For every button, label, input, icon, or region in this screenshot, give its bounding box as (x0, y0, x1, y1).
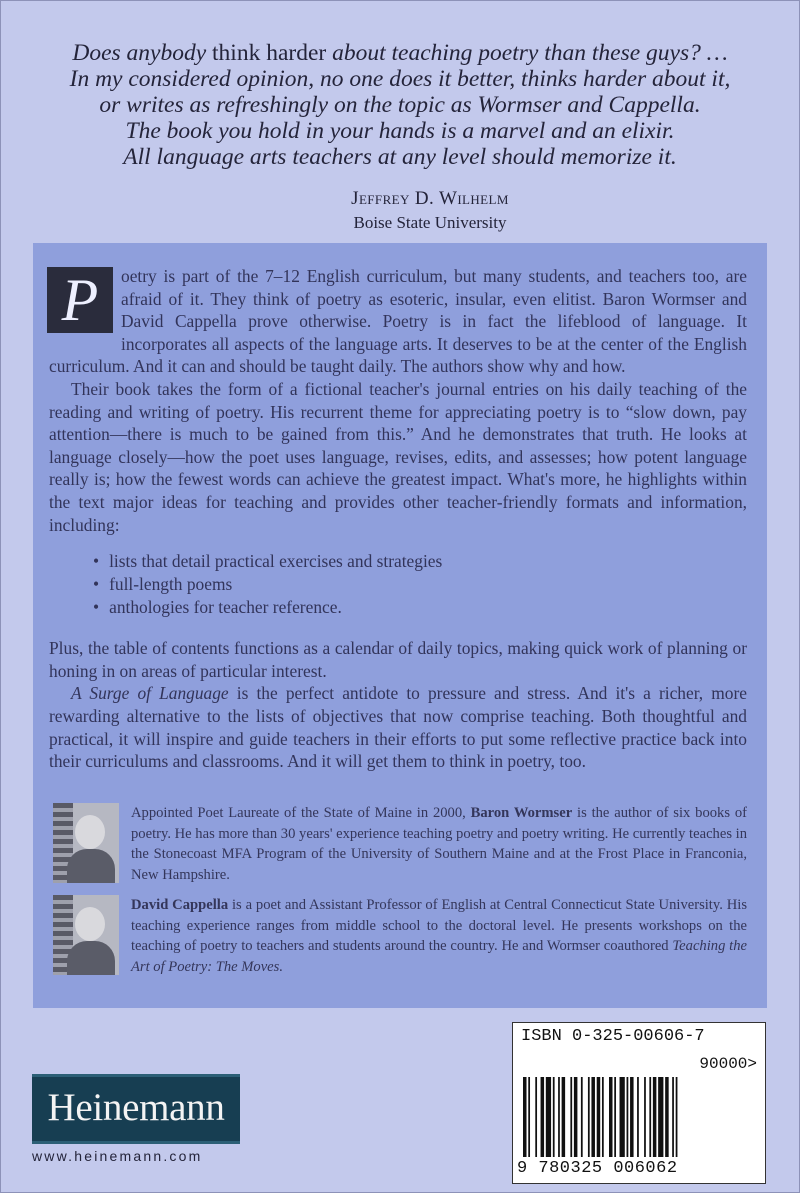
quote-emphasis-harder: harder (260, 40, 333, 66)
author-photo-cappella (53, 895, 119, 975)
quote-text: Does anybody (72, 40, 213, 66)
bio-text: Appointed Poet Laureate of the State of Maine in 2000, (131, 805, 471, 821)
bio-text: is a poet and Assistant Professor of English at Central Connecticut State University. His teaching experience ranges from middle school to the doctoral level. He presents workshops on the teaching of poetry to teachers and students around the country. He and Wormser coauthored (131, 897, 747, 954)
attribution-name: Jeffrey D. Wilhelm (351, 188, 509, 209)
paragraph-4 (49, 682, 747, 772)
bio-text: is the author of six books of poetry. He has more than 30 years' experience teaching poetry and poetry writing. He currently teaches in the Stonecoast MFA Program of the University of Southern Maine and at the Frost Place in Franconia, New Hampshire. (131, 805, 748, 883)
barcode-bars (523, 1077, 757, 1157)
book-title: Teaching the Art of Poetry: The Moves. (131, 938, 747, 975)
list-item: • lists that detail practical exercises and strategies (93, 550, 747, 573)
paragraph-4-text: is the perfect antidote to pressure and stress. And it's a richer, more rewarding alternative to the lists of objectives that now comprise teaching. Both thoughtful and practical, it will inspire and guide teachers in their efforts to put some reflective practice back into their curriculums and classrooms. And it will get them to think in poetry, too. (49, 683, 747, 772)
paragraph-1 (49, 265, 747, 378)
publisher-logo (32, 1074, 240, 1144)
author-photo-wormser (53, 803, 119, 883)
quote-emphasis-think: think (212, 40, 261, 66)
barcode (512, 1022, 766, 1184)
paragraph-2: Their book takes the form of a fictional teacher's journal entries on his daily teaching of the reading and writing of poetry. His recurrent theme for appreciating poetry is to “slow down, pay attention—there is much to be gained from this.” And he demonstrates that truth. He looks at language closely—how the poet uses language, revises, edits, and assesses; how potent language really is; how the fewest words can achieve the greatest impact. What's more, he highlights within the text major ideas for teaching and provides other teacher-friendly formats and information, including: (49, 378, 747, 535)
drop-cap: P (47, 267, 113, 333)
publisher-url: www.heinemann.com (32, 1148, 203, 1164)
ean-number: 9 780325 006062 (517, 1159, 678, 1178)
description-text (49, 265, 747, 773)
attribution-affiliation: Boise State University (353, 213, 507, 232)
quote-line-3: or writes as refreshingly on the topic as Wormser and Cappella. (99, 92, 701, 118)
book-title: A Surge of Language (71, 683, 229, 704)
author-name: Baron Wormser (470, 805, 573, 821)
author-name: David Cappella (131, 897, 229, 913)
isbn-label: ISBN 0-325-00606-7 (521, 1027, 705, 1046)
price-code: 90000> (699, 1055, 757, 1073)
endorsement-quote (20, 40, 780, 170)
quote-line-1 (20, 40, 780, 66)
bio-cappella (53, 895, 747, 979)
publisher-logo-text: Heinemann (47, 1086, 225, 1129)
feature-list (93, 550, 747, 619)
list-item: • anthologies for teacher reference. (93, 596, 747, 619)
paragraph-1-text: oetry is part of the 7–12 English curriculum, but many students, and teachers too, are afraid of it. They think of poetry as esoteric, insular, even elitist. Baron Wormser and David Cappella prove otherwise. Poetry is in fact the lifeblood of language. It incorporates all aspects of the language arts. It deserves to be at the center of the English curriculum. And it can and should be taught daily. The authors show why and how. (49, 266, 747, 377)
quote-line-2: In my considered opinion, no one does it better, thinks harder about it, (69, 66, 731, 92)
quote-text: about teaching poetry than these guys? … (332, 40, 728, 66)
quote-line-4: The book you hold in your hands is a marvel and an elixir. (125, 118, 675, 144)
quote-line-5: All language arts teachers at any level should memorize it. (123, 144, 677, 170)
bio-wormser (53, 803, 747, 887)
list-item: • full-length poems (93, 573, 747, 596)
description-panel (33, 243, 767, 1008)
paragraph-3: Plus, the table of contents functions as a calendar of daily topics, making quick work of planning or honing in on areas of particular interest. (49, 638, 747, 681)
